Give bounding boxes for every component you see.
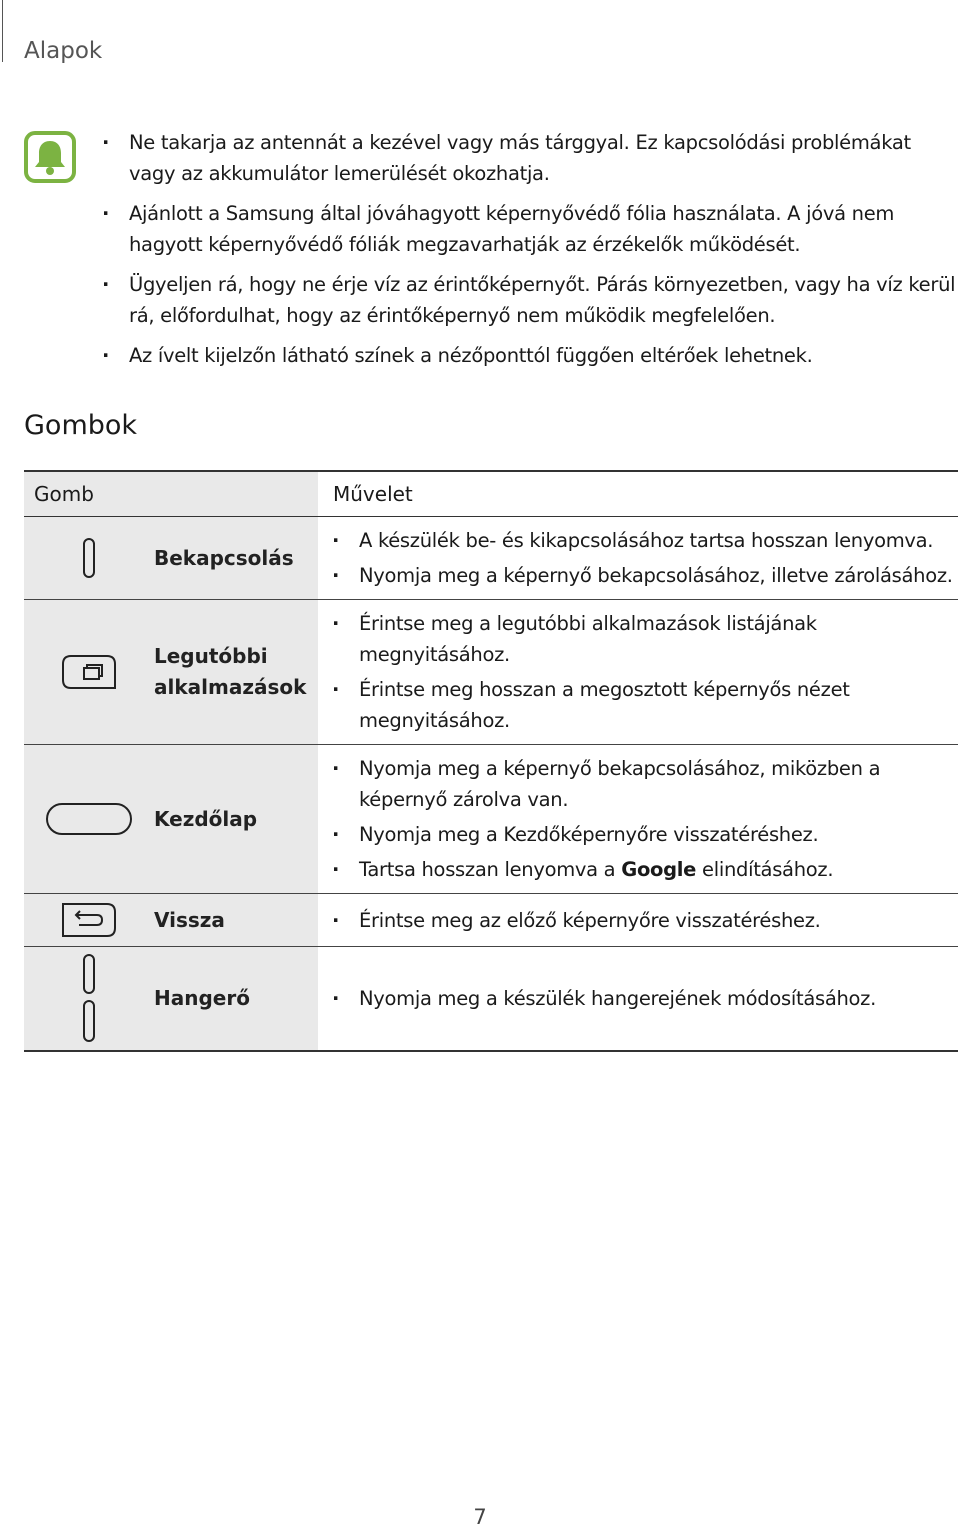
notice-item: · Ügyeljen rá, hogy ne érje víz az érintőképernyőt. Párás környezetben, vagy ha víz kerül rá, előfordulhat, hogy az érintőképernyő nem működik megfelelően. (100, 269, 960, 331)
action-item: · Nyomja meg a készülék hangerejének módosításához. (330, 983, 958, 1014)
table-header-row (24, 471, 958, 517)
chapter-title: Alapok (24, 38, 103, 64)
table-row (24, 517, 958, 600)
recent-apps-key-icon (24, 600, 154, 745)
action-item: · A készülék be- és kikapcsolásához tartsa hosszan lenyomva. (330, 525, 958, 556)
table-row (24, 947, 958, 1051)
notice-item: · Ne takarja az antennát a kezével vagy más tárggyal. Ez kapcsolódási problémákat vagy az akkumulátor lemerülését okozhatja. (100, 127, 960, 189)
action-item: · Nyomja meg a képernyő bekapcsolásához, illetve zárolásához. (330, 560, 958, 591)
button-name: Bekapcsolás (154, 517, 318, 600)
action-item: · Érintse meg hosszan a megosztott képernyős nézet megnyitásához. (330, 674, 958, 736)
action-item: · Érintse meg a legutóbbi alkalmazások listájának megnyitásához. (330, 608, 958, 670)
notice-item: · Ajánlott a Samsung által jóváhagyott képernyővédő fólia használata. A jóvá nem hagyott képernyővédő fóliák megzavarhatják az érzékelők működését. (100, 198, 960, 260)
google-app-name: Google (621, 858, 697, 881)
table-row (24, 894, 958, 947)
column-header-action: Művelet (333, 482, 413, 506)
button-name: Hangerő (154, 947, 318, 1051)
table-row (24, 600, 958, 745)
table-row (24, 745, 958, 894)
power-key-icon (24, 517, 154, 600)
action-text: Tartsa hosszan lenyomva a (359, 858, 622, 881)
back-key-icon (24, 894, 154, 947)
button-name: Legutóbbi alkalmazások (154, 600, 318, 745)
volume-keys-icon (24, 947, 154, 1051)
section-title: Gombok (24, 410, 138, 441)
action-item: · Nyomja meg a Kezdőképernyőre visszatéréshez. (330, 819, 958, 850)
page-number: 7 (473, 1505, 487, 1529)
bell-notice-icon (24, 131, 76, 183)
notice-list (100, 127, 960, 380)
button-name: Kezdőlap (154, 745, 318, 894)
action-item: · Nyomja meg a képernyő bekapcsolásához, miközben a képernyő zárolva van. (330, 753, 958, 815)
notice-item: · Az ívelt kijelzőn látható színek a nézőponttól függően eltérőek lehetnek. (100, 340, 960, 371)
action-text: elindításához. (696, 858, 834, 881)
column-header-button: Gomb (24, 471, 318, 517)
action-item: · Érintse meg az előző képernyőre visszatéréshez. (330, 905, 958, 936)
buttons-table (24, 470, 958, 1052)
header-rule (2, 0, 3, 62)
button-name: Vissza (154, 894, 318, 947)
action-item (330, 854, 958, 885)
home-key-icon (24, 745, 154, 894)
